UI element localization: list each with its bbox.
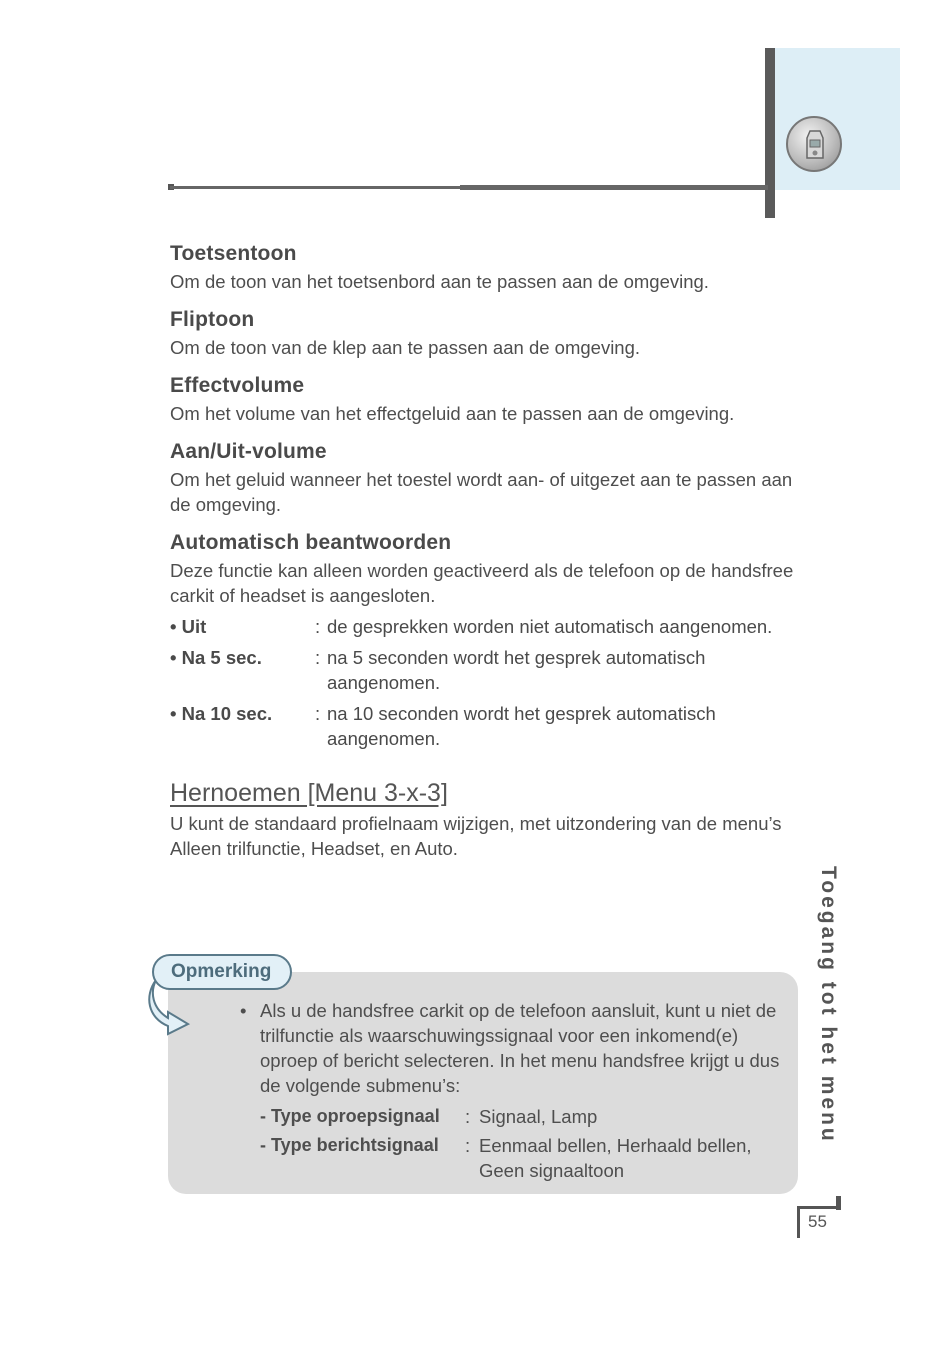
option-row — [170, 645, 810, 695]
note-row-separator: : — [465, 1106, 471, 1127]
section-title: Automatisch beantwoorden — [170, 531, 452, 554]
section-title: Fliptoon — [170, 308, 255, 331]
chapter-tab-background — [772, 48, 900, 190]
section-toetsentoon — [170, 242, 810, 294]
section-fliptoon — [170, 308, 810, 360]
note-paragraph — [240, 998, 785, 1098]
option-key: • Na 10 sec. — [170, 703, 273, 724]
section-aan-uit-volume — [170, 440, 810, 517]
section-title: Aan/Uit-volume — [170, 440, 327, 463]
option-key: • Na 5 sec. — [170, 647, 262, 668]
note-row — [260, 1104, 785, 1129]
option-value: na 5 seconden wordt het gesprek automatisch aangenomen. — [327, 647, 706, 693]
note-row-value: Eenmaal bellen, Herhaald bellen, Geen signaaltoon — [479, 1135, 752, 1181]
page-number: 55 — [808, 1212, 827, 1231]
note-row-separator: : — [465, 1135, 471, 1156]
main-content — [170, 242, 810, 861]
note-row — [260, 1133, 785, 1183]
chapter-tab-bar — [765, 48, 775, 218]
header-rule-thick — [460, 185, 768, 190]
note-row-key: - Type berichtsignaal — [260, 1135, 439, 1155]
section-text: Om de toon van de klep aan te passen aan de omgeving. — [170, 337, 641, 358]
note-content — [240, 998, 785, 1183]
section-text: Om het volume van het effectgeluid aan te passen aan de omgeving. — [170, 403, 735, 424]
header-rule-thin — [170, 186, 462, 189]
note-rows — [260, 1104, 785, 1183]
section-automatisch-beantwoorden — [170, 531, 810, 751]
note-bullet: • — [240, 1000, 247, 1021]
phone-settings-icon — [786, 116, 842, 172]
section-title: Toetsentoon — [170, 242, 297, 265]
note-text: Als u de handsfree carkit op de telefoon aansluit, kunt u niet de trilfunctie als waarschuwingssignaal voor een inkomend(e) oproep of bericht selecteren. In het menu handsfree krijgt u dus de volgende submenu’s: — [260, 1000, 780, 1096]
rename-text: U kunt de standaard profielnaam wijzigen, met uitzondering van de menu’s Alleen trilfunctie, Headset, en Auto. — [170, 813, 782, 859]
section-title: Effectvolume — [170, 374, 305, 397]
option-separator: : — [315, 703, 321, 724]
section-text: Deze functie kan alleen worden geactiveerd als de telefoon op de handsfree carkit of headset is aangesloten. — [170, 560, 794, 606]
section-text: Om het geluid wanneer het toestel wordt aan- of uitgezet aan te passen aan de omgeving. — [170, 469, 793, 515]
option-value: na 10 seconden wordt het gesprek automatisch aangenomen. — [327, 703, 716, 749]
option-key: • Uit — [170, 616, 207, 637]
page-number-rule — [797, 1206, 841, 1209]
option-value: de gesprekken worden niet automatisch aangenomen. — [327, 616, 773, 637]
note-label: Opmerking — [152, 954, 292, 990]
option-separator: : — [315, 616, 321, 637]
note-row-key: - Type oproepsignaal — [260, 1106, 440, 1126]
section-text: Om de toon van het toetsenbord aan te passen aan de omgeving. — [170, 271, 709, 292]
option-row — [170, 701, 810, 751]
option-row — [170, 614, 810, 639]
note-row-value: Signaal, Lamp — [479, 1106, 598, 1127]
rename-heading: Hernoemen [Menu 3-x-3] — [170, 779, 448, 807]
section-effectvolume — [170, 374, 810, 426]
page-number-rule-vertical — [797, 1206, 800, 1238]
side-chapter-label: Toegang tot het menu — [817, 866, 840, 1144]
option-separator: : — [315, 647, 321, 668]
